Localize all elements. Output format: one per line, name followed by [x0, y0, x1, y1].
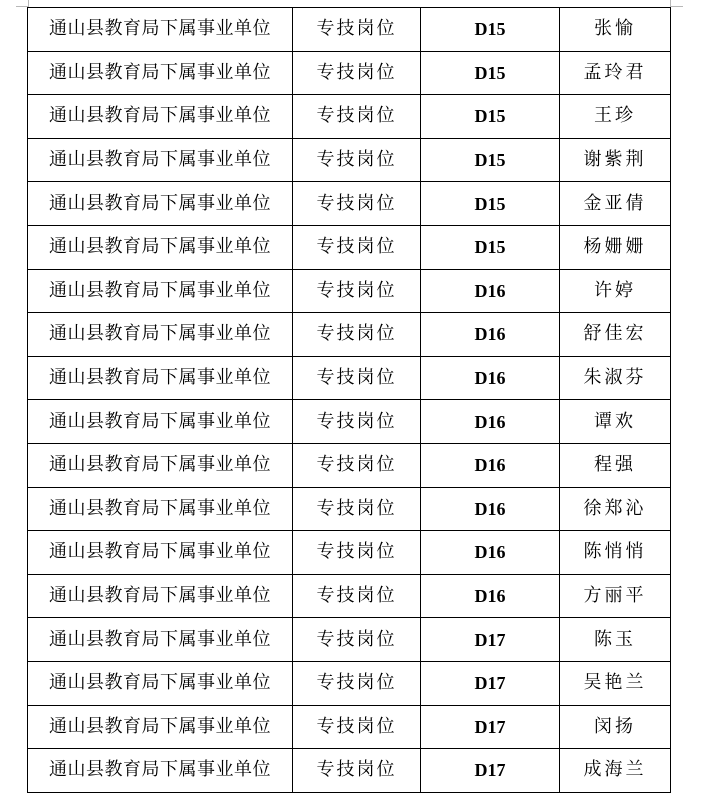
page-corner-mark-left [16, 0, 29, 7]
page-corner-mark-right [670, 0, 683, 7]
unit-cell: 通山县教育局下属事业单位 [28, 400, 293, 444]
person-name-cell: 方丽平 [560, 574, 671, 618]
post-code-cell: D17 [421, 618, 560, 662]
person-name-cell: 程强 [560, 443, 671, 487]
personnel-table-body [28, 8, 671, 793]
post-code-cell: D16 [421, 313, 560, 357]
unit-cell: 通山县教育局下属事业单位 [28, 95, 293, 139]
person-name-cell: 闵扬 [560, 705, 671, 749]
post-code-cell: D15 [421, 225, 560, 269]
table-row [28, 443, 671, 487]
table-row [28, 749, 671, 793]
post-type-cell: 专技岗位 [293, 443, 421, 487]
unit-cell: 通山县教育局下属事业单位 [28, 487, 293, 531]
table-row [28, 574, 671, 618]
person-name-cell: 陈玉 [560, 618, 671, 662]
person-name-cell: 陈悄悄 [560, 531, 671, 575]
table-row [28, 182, 671, 226]
post-type-cell: 专技岗位 [293, 269, 421, 313]
post-type-cell: 专技岗位 [293, 138, 421, 182]
unit-cell: 通山县教育局下属事业单位 [28, 182, 293, 226]
unit-cell: 通山县教育局下属事业单位 [28, 443, 293, 487]
unit-cell: 通山县教育局下属事业单位 [28, 705, 293, 749]
post-code-cell: D16 [421, 443, 560, 487]
unit-cell: 通山县教育局下属事业单位 [28, 574, 293, 618]
post-code-cell: D16 [421, 269, 560, 313]
post-type-cell: 专技岗位 [293, 531, 421, 575]
unit-cell: 通山县教育局下属事业单位 [28, 356, 293, 400]
post-type-cell: 专技岗位 [293, 661, 421, 705]
post-code-cell: D16 [421, 531, 560, 575]
post-type-cell: 专技岗位 [293, 95, 421, 139]
table-row [28, 661, 671, 705]
post-code-cell: D16 [421, 487, 560, 531]
person-name-cell: 许婷 [560, 269, 671, 313]
person-name-cell: 成海兰 [560, 749, 671, 793]
person-name-cell: 吴艳兰 [560, 661, 671, 705]
person-name-cell: 张愉 [560, 8, 671, 52]
table-row [28, 138, 671, 182]
unit-cell: 通山县教育局下属事业单位 [28, 618, 293, 662]
post-code-cell: D16 [421, 574, 560, 618]
person-name-cell: 金亚倩 [560, 182, 671, 226]
post-code-cell: D15 [421, 51, 560, 95]
table-row [28, 269, 671, 313]
table-row [28, 95, 671, 139]
unit-cell: 通山县教育局下属事业单位 [28, 749, 293, 793]
person-name-cell: 谢紫荆 [560, 138, 671, 182]
post-code-cell: D17 [421, 749, 560, 793]
table-row [28, 313, 671, 357]
post-code-cell: D15 [421, 138, 560, 182]
post-code-cell: D16 [421, 356, 560, 400]
personnel-table [27, 7, 671, 793]
post-type-cell: 专技岗位 [293, 356, 421, 400]
post-type-cell: 专技岗位 [293, 749, 421, 793]
person-name-cell: 杨姗姗 [560, 225, 671, 269]
post-type-cell: 专技岗位 [293, 705, 421, 749]
post-type-cell: 专技岗位 [293, 8, 421, 52]
unit-cell: 通山县教育局下属事业单位 [28, 531, 293, 575]
table-row [28, 487, 671, 531]
post-code-cell: D15 [421, 8, 560, 52]
unit-cell: 通山县教育局下属事业单位 [28, 51, 293, 95]
post-code-cell: D15 [421, 182, 560, 226]
post-type-cell: 专技岗位 [293, 313, 421, 357]
table-row [28, 8, 671, 52]
person-name-cell: 徐郑沁 [560, 487, 671, 531]
unit-cell: 通山县教育局下属事业单位 [28, 225, 293, 269]
table-row [28, 400, 671, 444]
table-row [28, 705, 671, 749]
table-row [28, 531, 671, 575]
table-row [28, 618, 671, 662]
unit-cell: 通山县教育局下属事业单位 [28, 269, 293, 313]
post-code-cell: D15 [421, 95, 560, 139]
unit-cell: 通山县教育局下属事业单位 [28, 8, 293, 52]
person-name-cell: 舒佳宏 [560, 313, 671, 357]
post-code-cell: D17 [421, 705, 560, 749]
unit-cell: 通山县教育局下属事业单位 [28, 138, 293, 182]
post-code-cell: D16 [421, 400, 560, 444]
person-name-cell: 谭欢 [560, 400, 671, 444]
unit-cell: 通山县教育局下属事业单位 [28, 661, 293, 705]
post-type-cell: 专技岗位 [293, 574, 421, 618]
post-type-cell: 专技岗位 [293, 225, 421, 269]
post-type-cell: 专技岗位 [293, 487, 421, 531]
person-name-cell: 朱淑芬 [560, 356, 671, 400]
post-type-cell: 专技岗位 [293, 182, 421, 226]
person-name-cell: 孟玲君 [560, 51, 671, 95]
table-row [28, 225, 671, 269]
post-type-cell: 专技岗位 [293, 400, 421, 444]
table-row [28, 51, 671, 95]
table-row [28, 356, 671, 400]
post-type-cell: 专技岗位 [293, 618, 421, 662]
post-type-cell: 专技岗位 [293, 51, 421, 95]
person-name-cell: 王珍 [560, 95, 671, 139]
post-code-cell: D17 [421, 661, 560, 705]
unit-cell: 通山县教育局下属事业单位 [28, 313, 293, 357]
